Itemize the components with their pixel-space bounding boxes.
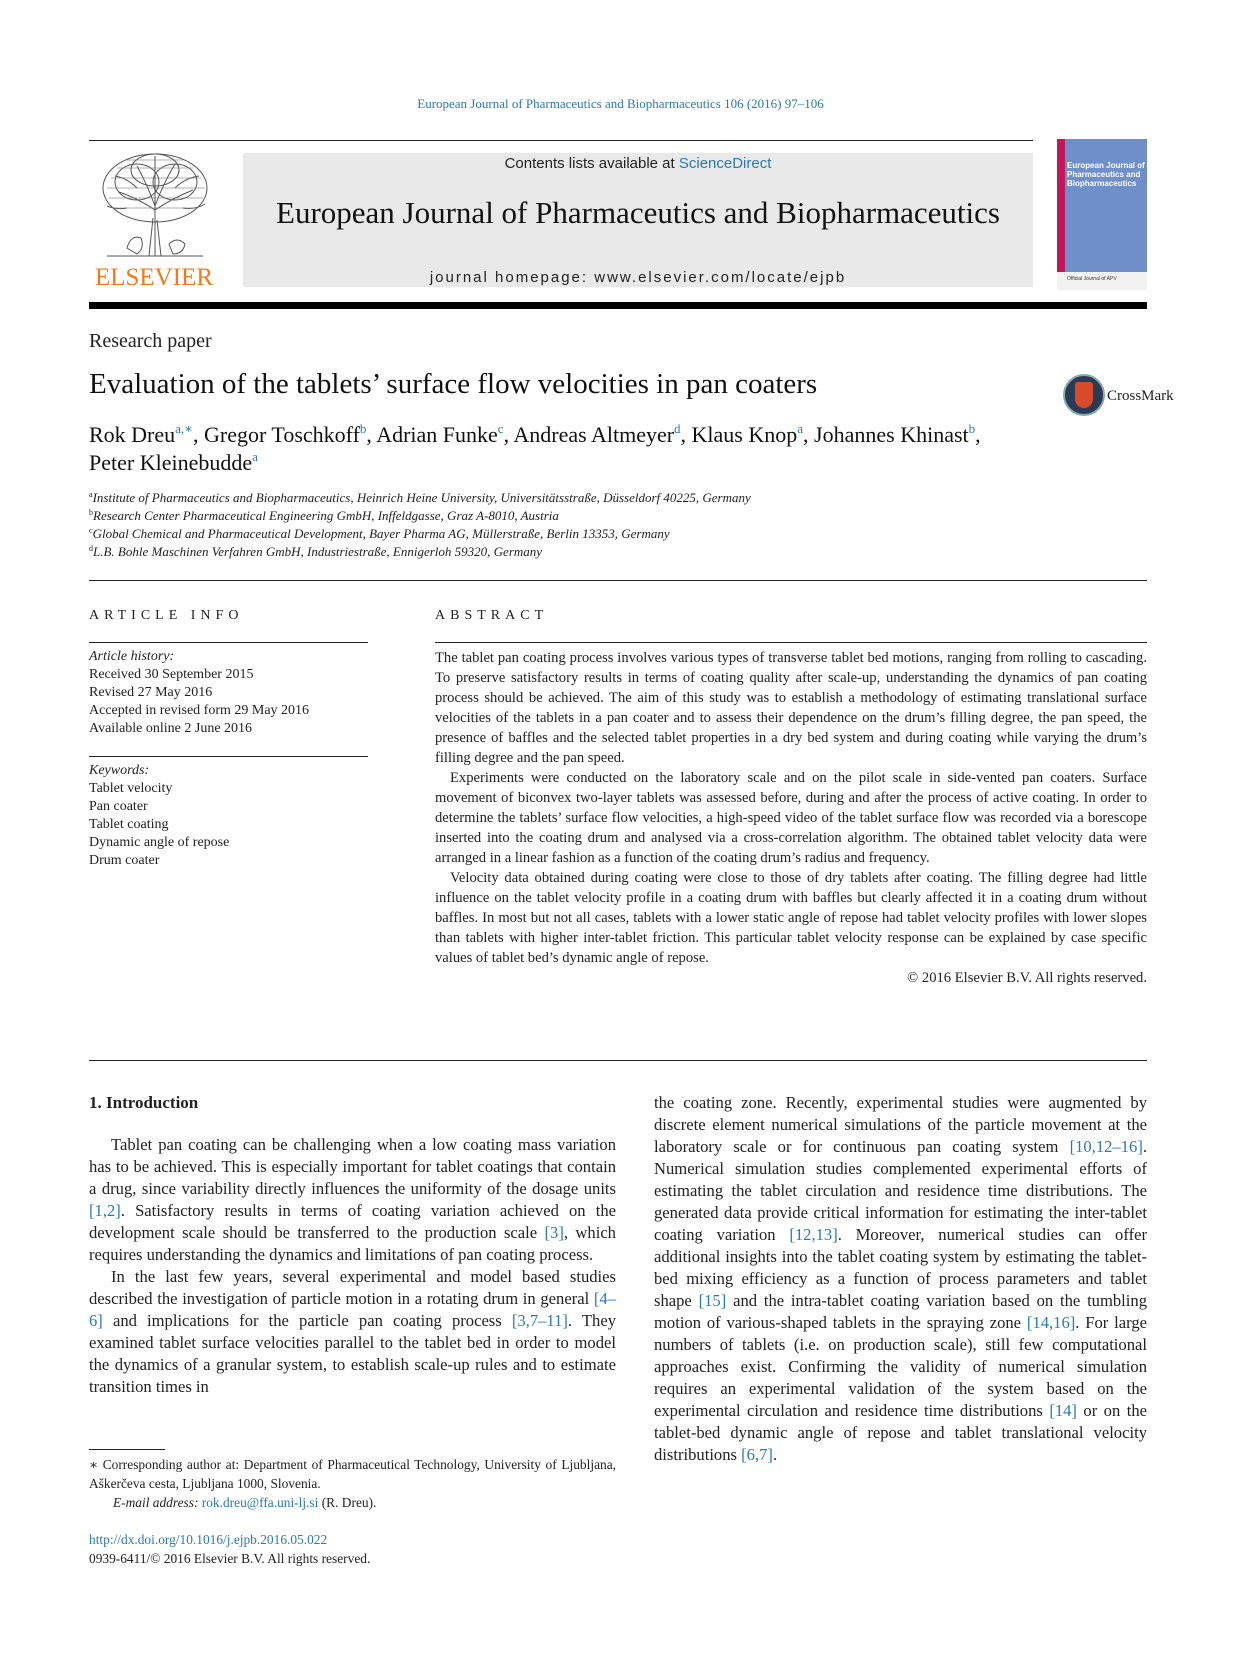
doi-link[interactable]: http://dx.doi.org/10.1016/j.ejpb.2016.05.022 bbox=[89, 1532, 328, 1547]
email-suffix: (R. Dreu). bbox=[318, 1495, 377, 1510]
crossmark-label: CrossMark bbox=[1107, 388, 1174, 404]
author-name: Peter Kleinebudde bbox=[89, 450, 253, 475]
keywords-label: Keywords: bbox=[89, 763, 150, 778]
body-text: . They examined tablet surface velocities parallel to the tablet bed in order to model the dynamics of a granular system, to establish scale-up rules and to estimate transition times in bbox=[89, 1311, 616, 1396]
author-name: Andreas Altmeyer bbox=[513, 422, 675, 447]
history-item: Accepted in revised form 29 May 2016 bbox=[89, 703, 310, 718]
keyword: Drum coater bbox=[89, 853, 160, 868]
body-paragraph bbox=[89, 1266, 616, 1398]
affiliation-text: Research Center Pharmaceutical Engineering GmbH, Inffeldgasse, Graz A-8010, Austria bbox=[93, 508, 559, 523]
body-text: . Satisfactory results in terms of coating variation achieved on the development scale should be transferred to the production scale bbox=[89, 1201, 616, 1242]
article-info-rule bbox=[89, 642, 368, 643]
journal-cover[interactable] bbox=[1057, 139, 1147, 290]
affiliation bbox=[89, 489, 1147, 507]
abstract-heading: ABSTRACT bbox=[435, 608, 549, 623]
author-affiliation-marker[interactable]: a,∗ bbox=[175, 421, 194, 436]
body-column-left bbox=[89, 1092, 616, 1398]
email-label: E-mail address: bbox=[113, 1495, 199, 1510]
crossmark-icon bbox=[1063, 374, 1105, 416]
contents-prefix: Contents lists available at bbox=[504, 155, 679, 172]
author-name: Klaus Knop bbox=[691, 422, 798, 447]
body-text: In the last few years, several experimental and model based studies described the investigation of particle motion in a rotating drum in general bbox=[89, 1267, 616, 1308]
keyword: Tablet coating bbox=[89, 817, 169, 832]
body-text: , which requires understanding the dynamics and limitations of pan coating process. bbox=[89, 1223, 616, 1264]
keyword: Dynamic angle of repose bbox=[89, 835, 230, 850]
author-separator: , bbox=[366, 422, 377, 447]
paper-type: Research paper bbox=[89, 330, 212, 352]
affiliation-marker: d bbox=[89, 544, 93, 553]
body-text: . Moreover, numerical studies can offer additional insights into the tablet coating system by estimating the tablet-bed mixing efficiency as a function of process parameters and tablet shape bbox=[654, 1225, 1147, 1310]
citation-link[interactable]: [14,16] bbox=[1026, 1313, 1076, 1332]
history-label: Article history: bbox=[89, 649, 175, 664]
keywords bbox=[89, 762, 368, 870]
citation-link[interactable]: [10,12–16] bbox=[1069, 1137, 1143, 1156]
journal-homepage[interactable]: journal homepage: www.elsevier.com/locate/ejpb bbox=[429, 269, 847, 286]
email-line bbox=[89, 1493, 616, 1512]
abstract-rule bbox=[435, 642, 1147, 643]
body-text: . For large numbers of tablets (i.e. on production scale), still few computational approaches exist. Confirming the validity of numerical simulation requires an experimental validation of the system based on the experimental circulation and residence time distributions bbox=[654, 1313, 1147, 1420]
body-paragraph bbox=[89, 1134, 616, 1266]
affiliation-text: L.B. Bohle Maschinen Verfahren GmbH, Industriestraße, Ennigerloh 59320, Germany bbox=[93, 544, 543, 559]
affiliation-marker: a bbox=[89, 490, 93, 499]
body-rule bbox=[89, 1060, 1147, 1061]
body-text: . Numerical simulation studies complemented experimental efforts of estimating the tablet circulation and residence time distributions. The generated data provide critical information for estimating the inter-tablet coating variation bbox=[654, 1137, 1147, 1244]
history-item: Available online 2 June 2016 bbox=[89, 721, 253, 736]
cover-title: European Journal of Pharmaceutics and Biopharmaceutics bbox=[1067, 161, 1145, 188]
citation-link[interactable]: [12,13] bbox=[789, 1225, 838, 1244]
affiliation bbox=[89, 543, 1147, 561]
footnote-rule bbox=[89, 1449, 165, 1450]
author-separator: , bbox=[803, 422, 815, 447]
affiliation-list bbox=[89, 489, 1147, 561]
author-name: Gregor Toschkoff bbox=[204, 422, 360, 447]
history-item: Received 30 September 2015 bbox=[89, 667, 254, 682]
affiliation bbox=[89, 507, 1147, 525]
author-affiliation-marker[interactable]: a bbox=[252, 449, 258, 464]
affiliation bbox=[89, 525, 1147, 543]
author-name: Rok Dreu bbox=[89, 422, 176, 447]
journal-citation-link[interactable]: European Journal of Pharmaceutics and Biopharmaceutics 106 (2016) 97–106 bbox=[417, 96, 824, 111]
author-affiliation-marker[interactable]: d bbox=[674, 421, 681, 436]
keywords-rule bbox=[89, 756, 368, 757]
author-name: Johannes Khinast bbox=[814, 422, 969, 447]
issn-line: 0939-6411/© 2016 Elsevier B.V. All rights reserved. bbox=[89, 1551, 371, 1566]
author-separator: , bbox=[975, 422, 981, 447]
cover-accent-bar bbox=[1057, 139, 1065, 290]
body-text: or on the tablet-bed dynamic angle of repose and tablet translational velocity distributions bbox=[654, 1401, 1147, 1464]
keyword: Tablet velocity bbox=[89, 781, 173, 796]
author-name: Adrian Funke bbox=[376, 422, 498, 447]
header-thick-rule bbox=[89, 302, 1147, 309]
abstract-paragraph: Velocity data obtained during coating were close to those of dry tablets after coating. The filling degree had little influence on the tablet velocity profile in a coating drum with baffles but clearly affected it in a coating drum without baffles. In most but not all cases, tablets with a lower static angle of repose had tablet velocity profiles with lower slopes than tablets with higher inter-tablet friction. This particular tablet velocity response can be explained by case specific values of tablet bed’s dynamic angle of repose. bbox=[435, 870, 1147, 966]
author-separator: , bbox=[193, 422, 205, 447]
cover-footer-text: Official Journal of APV bbox=[1067, 276, 1117, 282]
body-text: . bbox=[772, 1445, 778, 1464]
publisher-wordmark: ELSEVIER bbox=[94, 264, 214, 291]
abstract-paragraph: The tablet pan coating process involves various types of transverse tablet bed motions, ranging from rolling to cascading. To preserve satisfactory results in terms of coating quality after scale-up, understanding the dynamics of pan coating process should be achieved. The aim of this study was to establish a methodology of estimating translational surface velocities of the tablets in a pan coater and to assess their dependence on the drum’s filling degree, the pan speed, the presence of baffles and the selected tablet properties in a dry bed system and during coating while varying the drum’s filling degree and the pan speed. bbox=[435, 650, 1147, 766]
body-text: Tablet pan coating can be challenging when a low coating mass variation has to be achieved. This is especially important for tablet coatings that contain a drug, since variability directly influences the uniformity of the dosage units bbox=[89, 1135, 616, 1198]
author-affiliation-marker[interactable]: c bbox=[497, 421, 504, 436]
section-heading: 1. Introduction bbox=[89, 1093, 199, 1112]
author-affiliation-marker[interactable]: a bbox=[797, 421, 804, 436]
cover-footer bbox=[1057, 272, 1147, 290]
citation-link[interactable]: [3,7–11] bbox=[511, 1311, 568, 1330]
article-history bbox=[89, 648, 368, 738]
author-affiliation-marker[interactable]: b bbox=[968, 421, 976, 436]
citation-link[interactable]: [15] bbox=[698, 1291, 727, 1310]
citation-link[interactable]: [14] bbox=[1049, 1401, 1077, 1420]
abstract-paragraph: Experiments were conducted on the laboratory scale and on the pilot scale in side-vented pan coaters. Surface movement of biconvex two-layer tablets was assessed before, during and after the process of active coating. In order to determine the tablets’ surface flow velocities, a high-speed video of the tablet surface flow was recorded via a borescope inserted into the coating drum and analysed via a cross-correlation algorithm. The obtained tablet velocity data were arranged in a linear fashion as a function of the coating drum’s radius and frequency. bbox=[435, 770, 1147, 866]
elsevier-logo[interactable] bbox=[89, 148, 219, 291]
footnote bbox=[89, 1455, 616, 1512]
author-affiliation-marker[interactable]: b bbox=[359, 421, 367, 436]
elsevier-tree-icon bbox=[97, 148, 213, 258]
sciencedirect-link[interactable]: ScienceDirect bbox=[678, 155, 772, 172]
affiliation-text: Institute of Pharmaceutics and Biopharmaceutics, Heinrich Heine University, Universitätsstraße, Düsseldorf 40225, Germany bbox=[92, 490, 751, 505]
author-separator: , bbox=[503, 422, 514, 447]
article-info-heading: ARTICLE INFO bbox=[89, 608, 244, 623]
journal-title: European Journal of Pharmaceutics and Biopharmaceutics bbox=[276, 195, 1000, 230]
journal-banner bbox=[243, 153, 1033, 287]
body-text: the coating zone. Recently, experimental studies were augmented by discrete element numerical simulations of the particle movement at the laboratory scale or for continuous pan coating system bbox=[654, 1093, 1147, 1156]
affiliation-marker: b bbox=[89, 508, 93, 517]
citation-link[interactable]: [6,7] bbox=[741, 1445, 773, 1464]
email-link[interactable]: rok.dreu@ffa.uni-lj.si bbox=[201, 1495, 319, 1510]
affiliation-marker: c bbox=[89, 526, 93, 535]
contents-line bbox=[243, 155, 1033, 172]
affiliation-text: Global Chemical and Pharmaceutical Development, Bayer Pharma AG, Müllerstraße, Berlin 13353, Germany bbox=[92, 526, 670, 541]
citation-link[interactable]: [4–6] bbox=[89, 1289, 616, 1330]
history-item: Revised 27 May 2016 bbox=[89, 685, 213, 700]
abstract-body bbox=[435, 648, 1147, 988]
body-text: and implications for the particle pan coating process bbox=[102, 1311, 512, 1330]
abstract-copyright: © 2016 Elsevier B.V. All rights reserved. bbox=[907, 970, 1147, 986]
body-text: and the intra-tablet coating variation based on the tumbling motion of various-shaped tablets in the spraying zone bbox=[654, 1291, 1147, 1332]
corresponding-author-note: ∗ Corresponding author at: Department of Pharmaceutical Technology, University of Ljubljana, Aškerčeva cesta, Ljubljana 1000, Slovenia. bbox=[89, 1457, 616, 1491]
citation-link[interactable]: [3] bbox=[544, 1223, 564, 1242]
header-rule bbox=[89, 140, 1033, 141]
section-rule bbox=[89, 580, 1147, 581]
body-paragraph bbox=[654, 1092, 1147, 1466]
body-column-right bbox=[654, 1092, 1147, 1466]
author-list bbox=[89, 421, 1147, 477]
keyword: Pan coater bbox=[89, 799, 148, 814]
doi-block bbox=[89, 1530, 370, 1568]
citation-link[interactable]: [1,2] bbox=[89, 1201, 121, 1220]
crossmark-badge[interactable] bbox=[1063, 374, 1174, 418]
article-title: Evaluation of the tablets’ surface flow velocities in pan coaters bbox=[89, 368, 818, 400]
author-separator: , bbox=[680, 422, 692, 447]
